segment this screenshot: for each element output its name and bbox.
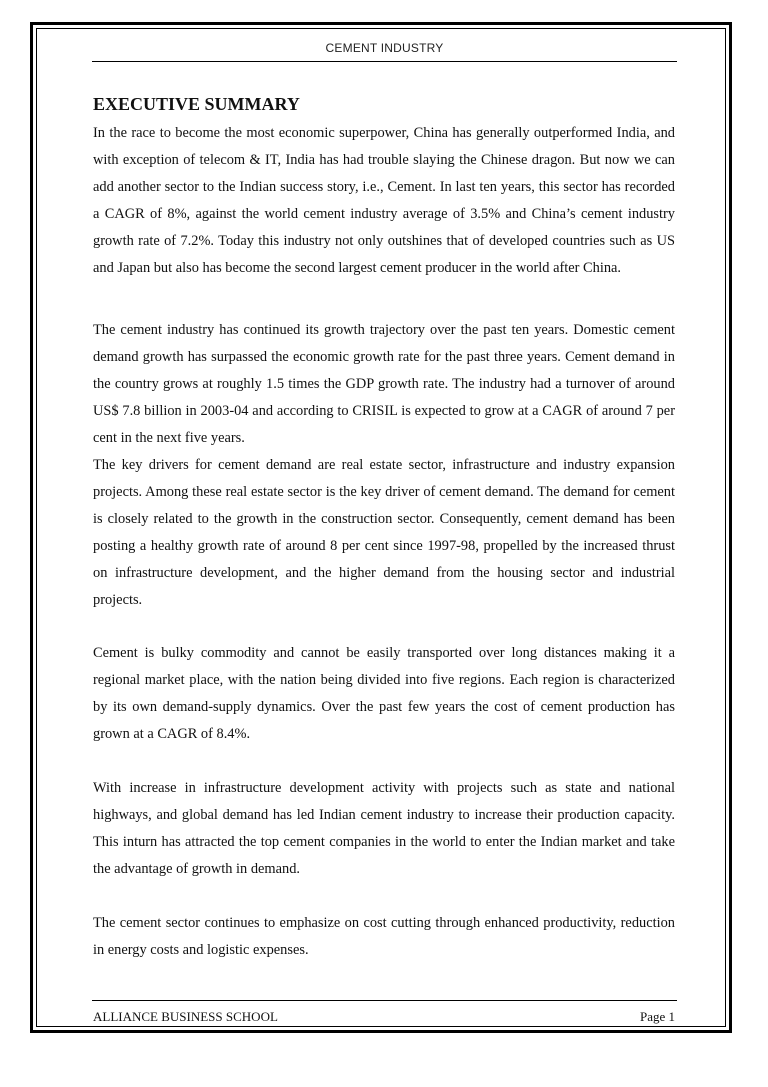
section-title: EXECUTIVE SUMMARY (93, 94, 300, 114)
page-number: Page 1 (639, 1009, 675, 1024)
paragraph-spacer (93, 613, 675, 640)
header-divider (92, 61, 677, 62)
paragraph-growth: The cement industry has continued its growth trajectory over the past ten years. Domestic cement demand growth has surpassed the economic growth rate for the past three years. Cement demand in the country grows at roughly 1.5 times the GDP growth rate. The industry had a turnover of around US$ 7.8 billion in 2003-04 and according to CRISIL is expected to grow at a CAGR of around 7 per cent in the next five years. (93, 322, 675, 447)
paragraph-capacity: With increase in infrastructure development activity with projects such as state and national highways, and global demand has led Indian cement industry to increase their production capacity. This inturn has attracted the top cement companies in the world to enter the Indian market and take the advantage of growth in demand. (93, 780, 675, 877)
paragraph-spacer (93, 883, 675, 910)
document-body (93, 92, 675, 963)
running-header: CEMENT INDUSTRY (325, 41, 444, 55)
footer-divider (92, 1000, 677, 1001)
paragraph-spacer (93, 281, 675, 317)
paragraph-cost-cutting: The cement sector continues to emphasize on cost cutting through enhanced productivity, reduction in energy costs and logistic expenses. (93, 914, 675, 958)
paragraph-spacer (93, 748, 675, 775)
paragraph-intro: In the race to become the most economic superpower, China has generally outperformed India, and with exception of telecom & IT, India has had trouble slaying the Chinese dragon. But now we can add another sector to the Indian success story, i.e., Cement. In last ten years, this sector has recorded a CAGR of 8%, against the world cement industry average of 3.5% and China’s cement industry growth rate of 7.2%. Today this industry not only outshines that of developed countries such as US and Japan but also has become the second largest cement producer in the world after China. (93, 125, 675, 276)
footer-institution: ALLIANCE BUSINESS SCHOOL (93, 1009, 278, 1024)
paragraph-drivers: The key drivers for cement demand are real estate sector, infrastructure and industry expansion projects. Among these real estate sector is the key driver of cement demand. The demand for cement is closely related to the growth in the construction sector. Consequently, cement demand has been posting a healthy growth rate of around 8 per cent since 1997-98, propelled by the increased thrust on infrastructure development, and the higher demand from the housing sector and industrial projects. (93, 456, 675, 608)
paragraph-regions: Cement is bulky commodity and cannot be easily transported over long distances making it a regional market place, with the nation being divided into five regions. Each region is characterized by its own demand-supply dynamics. Over the past few years the cost of cement production has grown at a CAGR of 8.4%. (93, 645, 675, 743)
